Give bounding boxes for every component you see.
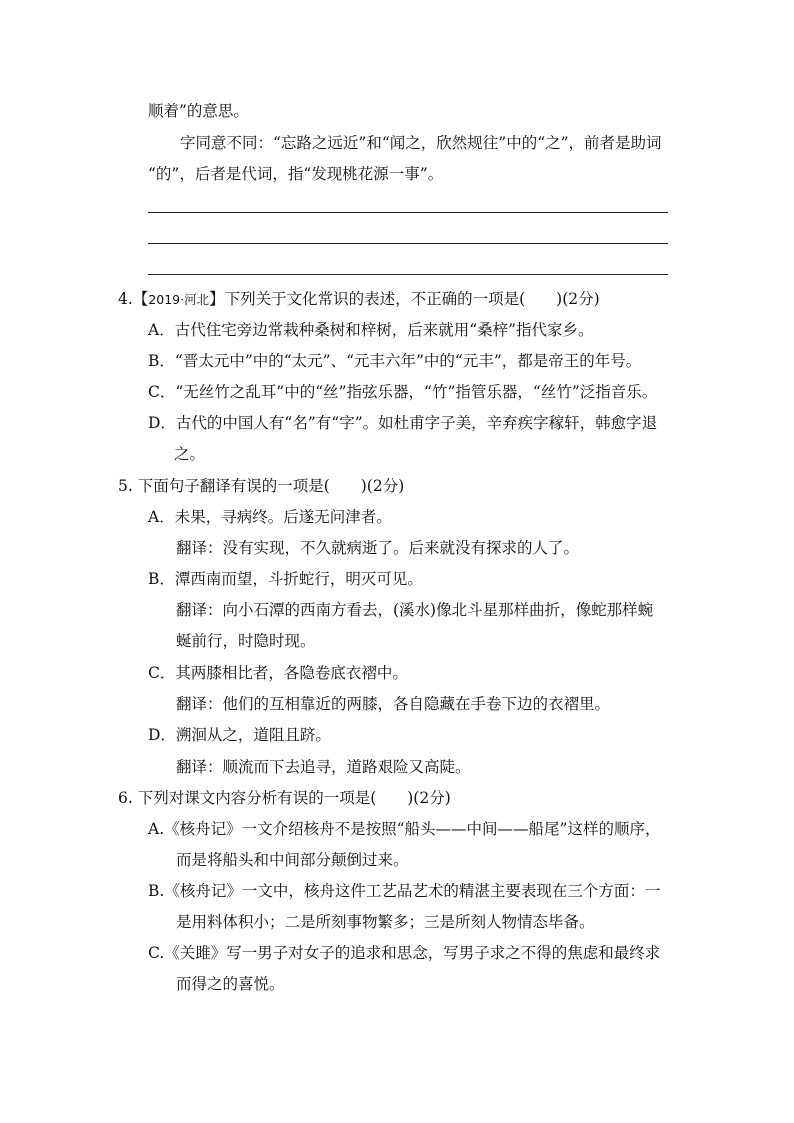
- prev-answer-line-1: 顺着”的意思。: [148, 102, 249, 120]
- question-6-option-b: B.《核舟记》一文中，核舟这件工艺品艺术的精湛主要表现在三个方面：一: [148, 882, 661, 900]
- question-5-option-c: C．其两膝相比者，各隐卷底衣褶中。: [148, 664, 408, 682]
- question-4-source: 2019·河北: [148, 292, 210, 307]
- question-4-number: 4.: [118, 290, 133, 308]
- question-6-option-b-continued: 是用料体积小；二是所刻事物繁多；三是所刻人物情态毕备。: [176, 913, 595, 931]
- question-4-bracket-open: 【: [132, 290, 149, 308]
- question-5-option-a-translation: 翻译：没有实现，不久就病逝了。后来就没有探求的人了。: [176, 539, 580, 557]
- question-4-option-b: B．“晋太元中”中的“太元”、“元丰六年”中的“元丰”，都是帝王的年号。: [148, 352, 642, 370]
- question-4-option-d-continued: 之。: [174, 445, 206, 463]
- question-6-option-c: C.《关雎》写一男子对女子的追求和思念，写男子求之不得的焦虑和最终求: [148, 944, 661, 962]
- question-5-stem: 5. 下面句子翻译有误的一项是( )(2分): [118, 477, 405, 495]
- question-6-option-c-continued: 而得之的喜悦。: [176, 975, 285, 993]
- prev-answer-line-3: “的”，后者是代词，指“发现桃花源一事”。: [148, 165, 444, 183]
- question-4-option-d: D．古代的中国人有“名”有“字”。如杜甫字子美，辛弃疾字稼轩，韩愈字退: [148, 414, 658, 432]
- question-6-option-a: A.《核舟记》一文介绍核舟不是按照“船头——中间——船尾”这样的顺序，: [148, 820, 661, 838]
- question-5-option-d-translation: 翻译：顺流而下去追寻，道路艰险又高陡。: [176, 758, 471, 776]
- answer-blank-line-1: [148, 212, 668, 213]
- question-5-option-c-translation: 翻译：他们的互相靠近的两膝，各自隐藏在手卷下边的衣褶里。: [176, 695, 611, 713]
- question-6-option-a-continued: 而是将船头和中间部分颠倒过来。: [176, 851, 409, 869]
- question-5-option-d: D．溯洄从之，道阻且跻。: [148, 726, 331, 744]
- question-5-option-b: B．潭西南而望，斗折蛇行，明灭可见。: [148, 570, 423, 588]
- question-4-stem: [118, 289, 600, 310]
- question-5-option-b-translation: 翻译：向小石潭的西南方看去，(溪水)像北斗星那样曲折，像蛇那样蜿: [176, 601, 654, 619]
- question-4-text: 下列关于文化常识的表述，不正确的一项是( )(2分): [224, 290, 600, 308]
- question-5-option-a: A．未果，寻病终。后遂无问津者。: [148, 508, 392, 526]
- question-5-option-b-translation-continued: 蜒前行，时隐时现。: [176, 632, 316, 650]
- question-4-option-c: C．“无丝竹之乱耳”中的“丝”指弦乐器，“竹”指管乐器，“丝竹”泛指音乐。: [148, 383, 658, 401]
- answer-blank-line-3: [148, 274, 668, 275]
- prev-answer-line-2: 字同意不同：“忘路之远近”和“闻之，欣然规往”中的“之”，前者是助词: [180, 134, 662, 152]
- question-6-stem: 6. 下列对课文内容分析有误的一项是( )(2分): [118, 789, 451, 807]
- question-4-option-a: A．古代住宅旁边常栽种桑树和梓树，后来就用“桑梓”指代家乡。: [148, 321, 594, 339]
- answer-blank-line-2: [148, 243, 668, 244]
- question-4-bracket-close: 】: [209, 290, 225, 308]
